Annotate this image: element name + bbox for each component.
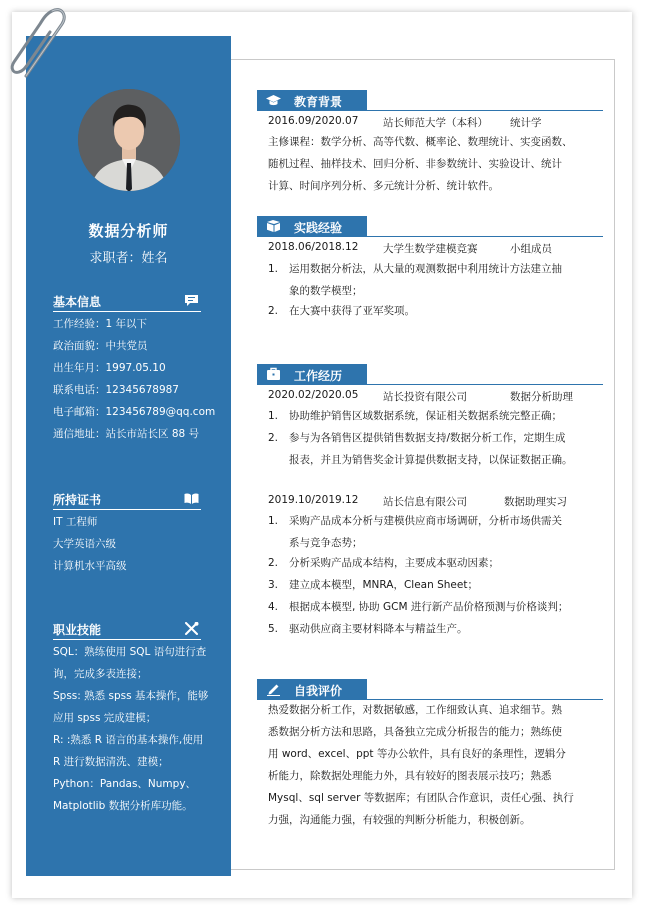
job-company: 站长信息有限公司 [383, 496, 467, 508]
skill-line: Python：Pandas、Numpy、 [53, 778, 197, 790]
item-number: 1. [268, 410, 279, 422]
item-line: 分析采购产品成本结构，主要成本驱动因素； [289, 557, 499, 569]
certificates-title: 所持证书 [53, 493, 102, 507]
skill-line: R: :熟悉 R 语言的基本操作,使用 [53, 734, 204, 746]
item-number: 1. [268, 515, 279, 527]
tools-icon [184, 622, 199, 635]
skill-line: 询，完成多表连接； [53, 668, 148, 680]
education-school: 站长师范大学（本科） [383, 117, 488, 129]
basic-info-line: 工作经验：1 年以下 [53, 318, 148, 330]
item-number: 1. [268, 263, 279, 275]
courses-line: 主修课程：数学分析、高等代数、概率论、数理统计、实变函数、 [268, 136, 573, 148]
skills-heading [53, 621, 201, 640]
paperclip-icon [4, 2, 76, 84]
item-line: 采购产品成本分析与建模供应商市场调研，分析市场供需关 [289, 515, 562, 527]
certificate-item: 大学英语六级 [53, 538, 116, 550]
practice-title: 实践经验 [294, 221, 343, 235]
work-heading [257, 364, 367, 384]
self-eval-line: 用 word、excel、ppt 等办公软件，具有良好的条理性，逻辑分 [268, 748, 566, 760]
certificate-item: 计算机水平高级 [53, 560, 127, 572]
item-number: 2. [268, 557, 279, 569]
self-eval-line: 悉数据分析方法和思路，具备独立完成分析报告的能力；熟练使 [268, 726, 562, 738]
education-rule [257, 110, 603, 111]
work-title: 工作经历 [294, 369, 343, 383]
self-eval-title: 自我评价 [294, 684, 343, 698]
item-line: 系与竞争态势； [289, 537, 363, 549]
self-eval-line: Mysql、sql server 等数据库；有团队合作意识，责任心强、执行 [268, 792, 574, 804]
pencil-icon [266, 682, 281, 696]
open-book-icon [184, 492, 199, 505]
practice-rule [257, 236, 603, 237]
skills-title: 职业技能 [53, 623, 102, 637]
skill-line: Spss: 熟悉 spss 基本操作，能够 [53, 690, 209, 702]
item-number: 2. [268, 305, 279, 317]
education-courses [268, 131, 598, 197]
practice-period: 2018.06/2018.12 [268, 241, 359, 253]
job-period: 2019.10/2019.12 [268, 494, 359, 506]
mortarboard-icon [266, 93, 281, 107]
basic-info-line: 电子邮箱：123456789@qq.com [53, 406, 216, 418]
basic-info-line: 出生年月：1997.05.10 [53, 362, 166, 374]
certificate-item: IT 工程师 [53, 516, 98, 528]
item-number: 4. [268, 601, 279, 613]
job-company: 站长投资有限公司 [383, 391, 467, 403]
item-line: 驱动供应商主要材料降本与精益生产。 [289, 623, 468, 635]
job-position: 数据分析助理 [510, 391, 573, 403]
item-line: 运用数据分析法，从大量的观测数据中利用统计方法建立抽 [289, 263, 562, 275]
applicant-name: 求职者：姓名 [89, 251, 168, 266]
book-icon [266, 219, 281, 233]
job-title: 数据分析师 [88, 222, 169, 240]
courses-line: 随机过程、抽样技术、回归分析、非参数统计、实验设计、统计 [268, 158, 562, 170]
skill-line: Matplotlib 数据分析库功能。 [53, 800, 193, 812]
basic-info-line: 联系电话：12345678987 [53, 384, 179, 396]
self-eval-line: 析能力，除数据处理能力外，具有较好的图表展示技巧；熟悉 [268, 770, 552, 782]
item-line: 协助维护销售区域数据系统，保证相关数据系统完整正确； [289, 410, 562, 422]
education-period: 2016.09/2020.07 [268, 115, 359, 127]
chat-icon [184, 294, 199, 307]
practice-name: 大学生数学建模竞赛 [383, 243, 478, 255]
self-eval-line: 力强，沟通能力强，有较强的判断分析能力，积极创新。 [268, 814, 531, 826]
job-position: 数据助理实习 [504, 496, 567, 508]
education-heading [257, 90, 367, 110]
work-rule [257, 384, 603, 385]
self-eval-text [268, 699, 593, 831]
item-line: 象的数学模型； [289, 285, 363, 297]
practice-position: 小组成员 [510, 243, 552, 255]
briefcase-icon [266, 367, 281, 381]
practice-heading [257, 216, 367, 236]
self-eval-line: 热爱数据分析工作，对数据敏感，工作细致认真、追求细节。熟 [268, 704, 562, 716]
item-number: 3. [268, 579, 279, 591]
basic-info-heading [53, 293, 201, 312]
basic-info-title: 基本信息 [53, 295, 102, 309]
basic-info-line: 通信地址：站长市站长区 88 号 [53, 428, 200, 440]
item-line: 参与为各销售区提供销售数据支持/数据分析工作，定期生成 [289, 432, 566, 444]
avatar [78, 89, 180, 191]
basic-info-line: 政治面貌：中共党员 [53, 340, 148, 352]
skill-line: R 进行数据清洗、建模； [53, 756, 169, 768]
item-line: 在大赛中获得了亚军奖项。 [289, 305, 415, 317]
item-number: 5. [268, 623, 279, 635]
item-number: 2. [268, 432, 279, 444]
courses-line: 计算、时间序列分析、多元统计分析、统计软件。 [268, 180, 499, 192]
sidebar [26, 36, 231, 876]
education-major: 统计学 [510, 117, 542, 129]
education-title: 教育背景 [294, 95, 343, 109]
item-line: 报表，并且为销售奖金计算提供数据支持，以保证数据正确。 [289, 454, 573, 466]
skills-list [53, 641, 218, 817]
job-period: 2020.02/2020.05 [268, 389, 359, 401]
self-eval-heading [257, 679, 367, 699]
certificates-heading [53, 491, 201, 510]
skill-line: SQL：熟练使用 SQL 语句进行查 [53, 646, 207, 658]
item-line: 根据成本模型, 协助 GCM 进行新产品价格预测与价格谈判； [289, 601, 569, 613]
item-line: 建立成本模型，MNRA，Clean Sheet； [289, 579, 478, 591]
skill-line: 应用 spss 完成建模； [53, 712, 157, 724]
